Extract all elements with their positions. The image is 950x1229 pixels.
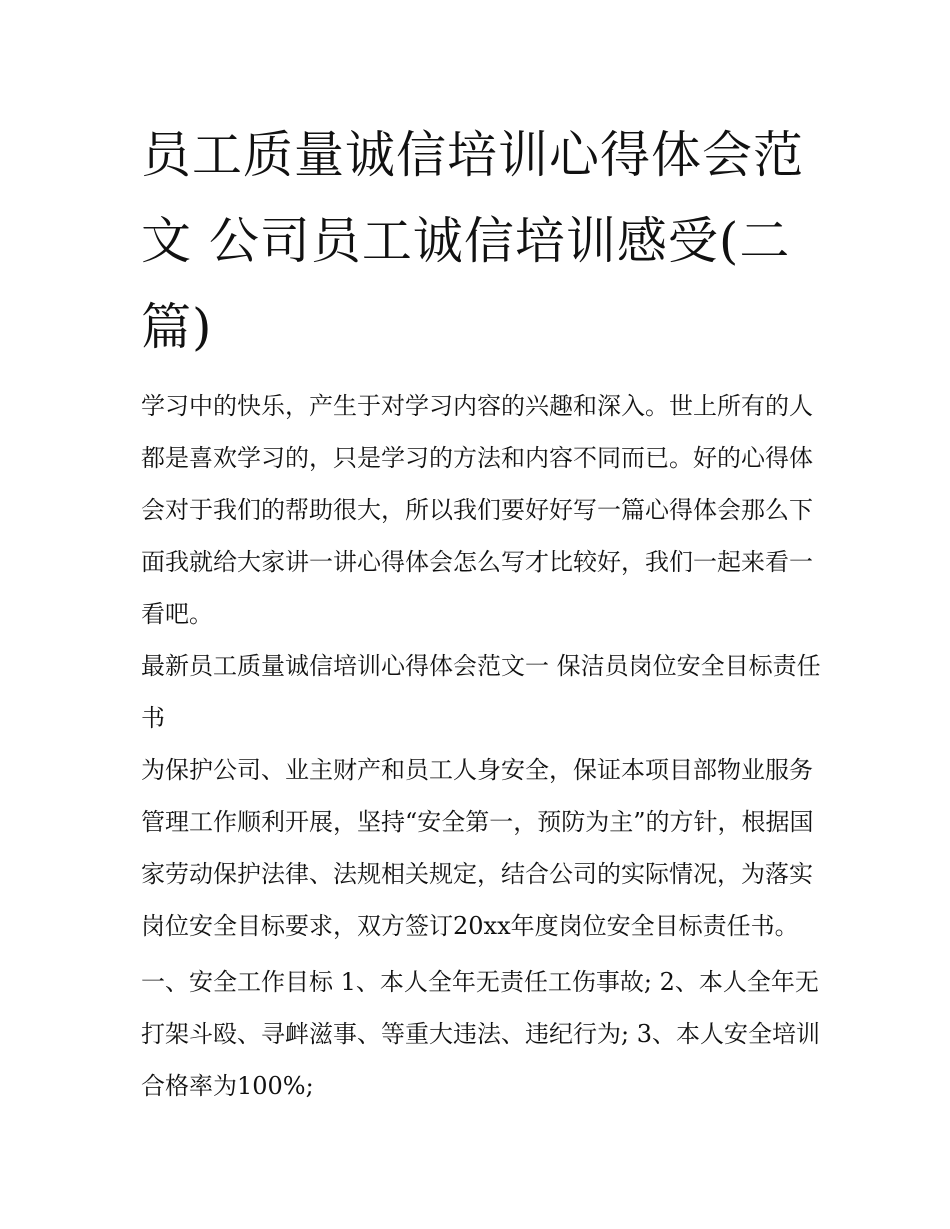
safety-goals-paragraph: 一、安全工作目标 1、本人全年无责任工伤事故; 2、本人全年无打架斗殴、寻衅滋事、等重大违法、违纪行为; 3、本人安全培训合格率为100%; <box>141 968 820 1100</box>
document-title: 员工质量诚信培训心得体会范文 公司员工诚信培训感受(二篇) <box>141 126 804 356</box>
intro-paragraph: 学习中的快乐，产生于对学习内容的兴趣和深入。世上所有的人都是喜欢学习的，只是学习的方法和内容不同而已。好的心得体会对于我们的帮助很大，所以我们要好好写一篇心得体会那么下面我就给大家讲一讲心得体会怎么写才比较好，我们一起来看一看吧。 <box>141 392 813 628</box>
responsibility-paragraph: 为保护公司、业主财产和员工人身安全，保证本项目部物业服务管理工作顺利开展，坚持“安全第一，预防为主”的方针，根据国家劳动保护法律、法规相关规定，结合公司的实际情况，为落实岗位安全目标要求，双方签订20xx年度岗位安全目标责任书。 <box>141 756 814 940</box>
section-heading: 最新员工质量诚信培训心得体会范文一 保洁员岗位安全目标责任书 <box>141 652 821 732</box>
document-page <box>141 112 821 1112</box>
